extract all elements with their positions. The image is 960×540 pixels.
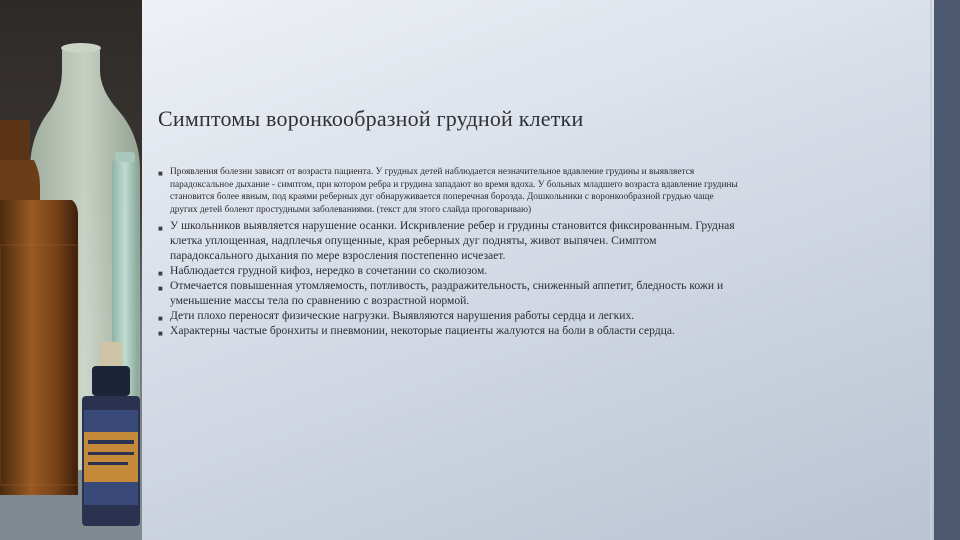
slide-title: Симптомы воронкообразной грудной клетки [158,106,584,131]
bullet-text: У школьников выявляется нарушение осанки. Искривление ребер и грудины становится фиксированным. Грудная клетка уплощенная, надплечья опущенные, края реберных дуг подняты, живот выпячен. Симптом парадоксального дыхания по мере взросления постепенно исчезает. [170,219,735,262]
bullet-text: Характерны частые бронхиты и пневмонии, некоторые пациенты жалуются на боли в области сердца. [170,324,675,337]
bullet-item [158,278,740,308]
bullet-text: Отмечается повышенная утомляемость, потливость, раздражительность, сниженный аппетит, бледность кожи и уменьшение массы тела по сравнению с возрастной нормой. [170,279,724,307]
bullet-text: Проявления болезни зависят от возраста пациента. У грудных детей наблюдается незначительное вдавление грудины и выявляется парадоксальное дыхание - симптом, при котором ребра и грудина западают во время вдоха. У больных младшего возраста вдавление грудины становится более явным, под краями реберных дуг обнаруживается поперечная борозда. Дошкольники с воронкообразной грудью чаще других детей болеют простудными заболеваниями. (текст для этого слайда проговариваю) [170,167,738,215]
square-bullet-icon: ■ [158,269,163,278]
bullet-item [158,308,740,323]
bullet-item [158,263,740,278]
square-bullet-icon: ■ [158,329,163,338]
medicine-bottles-photo [0,0,142,540]
bullet-list [158,166,740,338]
bullet-item [158,218,740,263]
right-divider-line [930,0,932,540]
square-bullet-icon: ■ [158,224,163,233]
square-bullet-icon: ■ [158,314,163,323]
bullet-item [158,166,740,216]
bullet-text: Наблюдается грудной кифоз, нередко в сочетании со сколиозом. [170,264,488,277]
square-bullet-icon: ■ [158,284,163,293]
right-accent-bar [934,0,960,540]
bullet-text: Дети плохо переносят физические нагрузки. Выявляются нарушения работы сердца и легких. [170,309,635,322]
square-bullet-icon: ■ [158,169,163,178]
bullet-item [158,323,740,338]
bottles-illustration [0,0,142,540]
